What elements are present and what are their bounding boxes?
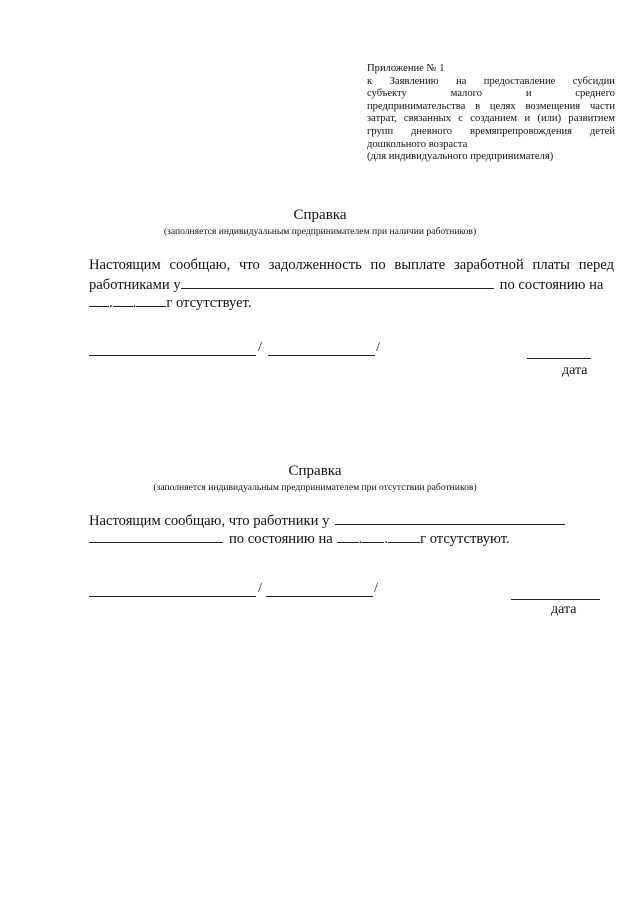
section1-name-line[interactable] <box>268 355 375 356</box>
attachment-line-3: предпринимательства в целях возмещения части <box>367 100 615 112</box>
attachment-heading: Приложение № 1 <box>367 63 445 74</box>
attachment-line-5: групп дневного времяпрепровождения детей <box>367 125 615 137</box>
attachment-line-2: субъекту малого и среднего <box>367 88 615 100</box>
section1-title: Справка <box>293 207 347 223</box>
section1-line-3: . . г отсутствует. <box>89 292 252 312</box>
section2-slash-end: / <box>374 581 378 596</box>
date-month-field-2[interactable] <box>362 528 384 543</box>
section1-signature-line[interactable] <box>89 355 256 356</box>
attachment-block <box>367 63 615 164</box>
section2-signature-line[interactable] <box>89 596 256 597</box>
section2-slash: / <box>258 581 262 596</box>
employer-name-field-2[interactable] <box>335 510 565 525</box>
section2-date-label: дата <box>551 602 577 617</box>
date-day-field[interactable] <box>89 292 109 307</box>
date-year-field[interactable] <box>136 292 166 307</box>
section1-line-2: работниками у по состоянию на <box>89 274 614 294</box>
attachment-line-6: дошкольного возраста <box>367 138 468 150</box>
attachment-line-7: (для индивидуального предпринимателя) <box>367 151 554 163</box>
employer-name-field[interactable] <box>181 274 494 289</box>
section1-date-line[interactable] <box>527 358 591 359</box>
date-day-field-2[interactable] <box>337 528 359 543</box>
section1-slash-end: / <box>376 340 380 355</box>
date-month-field[interactable] <box>113 292 133 307</box>
date-year-field-2[interactable] <box>388 528 420 543</box>
section2-date-line[interactable] <box>511 599 600 600</box>
section2-subtitle: (заполняется индивидуальным предпринимателем при отсутствии работников) <box>153 482 477 493</box>
section2-line-1: Настоящим сообщаю, что работники у <box>89 510 589 530</box>
section1-slash: / <box>258 340 262 355</box>
section1-line-1: Настоящим сообщаю, что задолженность по выплате заработной платы перед <box>89 257 614 273</box>
attachment-line-4: затрат, связанных с созданием и (или) развитием <box>367 113 615 125</box>
attachment-line-1: к Заявлению на предоставление субсидии <box>367 75 615 87</box>
section2-name-line[interactable] <box>266 596 373 597</box>
section1-subtitle: (заполняется индивидуальным предпринимателем при наличии работников) <box>163 226 477 237</box>
section2-title: Справка <box>288 463 342 479</box>
section2-line-2: по состоянию на . . г отсутствуют. <box>89 528 510 548</box>
employer-name-continuation-field[interactable] <box>89 528 223 543</box>
section1-date-label: дата <box>562 363 588 378</box>
